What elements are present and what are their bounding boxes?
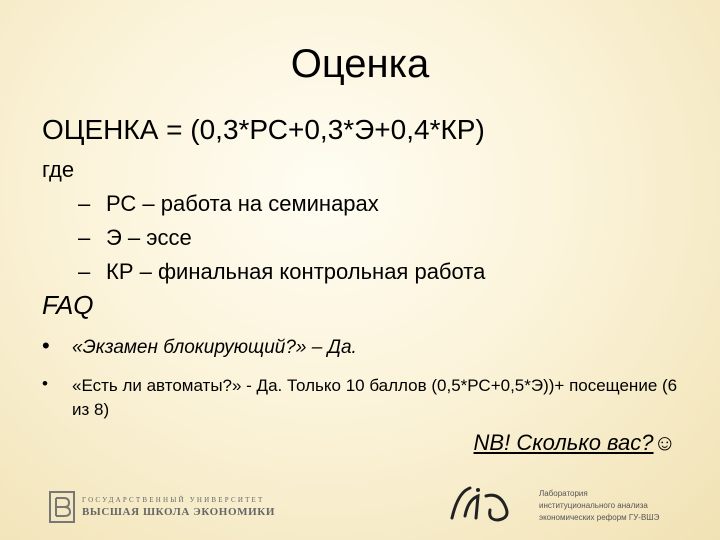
definition-text: РС – работа на семинарах	[106, 191, 379, 216]
lab-line3: экономических реформ ГУ-ВШЭ	[539, 513, 660, 522]
definition-item-seminars	[78, 191, 379, 217]
bullet: •	[42, 333, 50, 358]
hse-line2: ВЫСШАЯ ШКОЛА ЭКОНОМИКИ	[82, 506, 275, 518]
faq-text: «Экзамен блокирующий?» – Да.	[72, 337, 357, 358]
definition-item-essay	[78, 225, 192, 251]
dash-bullet: –	[78, 225, 91, 250]
dash-bullet: –	[78, 259, 91, 284]
dash-bullet: –	[78, 191, 91, 216]
faq-text: «Есть ли автоматы?» - Да. Только 10 баллов (0,5*РС+0,5*Э))+ посещение (6 из 8)	[72, 376, 678, 419]
grade-formula: ОЦЕНКА = (0,3*РС+0,3*Э+0,4*КР)	[42, 114, 485, 145]
hse-logo-text	[82, 496, 275, 518]
lab-line1: Лаборатория	[539, 489, 588, 498]
lab-caption	[539, 488, 709, 524]
faq-item-exam	[42, 333, 357, 359]
hse-emblem-icon	[50, 492, 74, 522]
smiley-icon: ☺	[653, 430, 676, 455]
lia-logo-icon	[452, 488, 507, 520]
definition-item-final-test	[78, 259, 485, 285]
lab-line2: институционального анализа	[539, 501, 648, 510]
slide-title: Оценка	[290, 42, 430, 86]
hse-line1: ГОСУДАРСТВЕННЫЙ УНИВЕРСИТЕТ	[82, 496, 265, 504]
faq-heading: FAQ	[42, 290, 94, 320]
definition-text: Э – эссе	[106, 225, 192, 250]
nb-text: NB! Сколько вас?	[473, 430, 654, 455]
definition-text: КР – финальная контрольная работа	[106, 259, 486, 284]
where-label: где	[42, 157, 75, 182]
bullet: •	[42, 374, 48, 393]
nb-question	[474, 430, 676, 456]
footer	[0, 478, 720, 540]
